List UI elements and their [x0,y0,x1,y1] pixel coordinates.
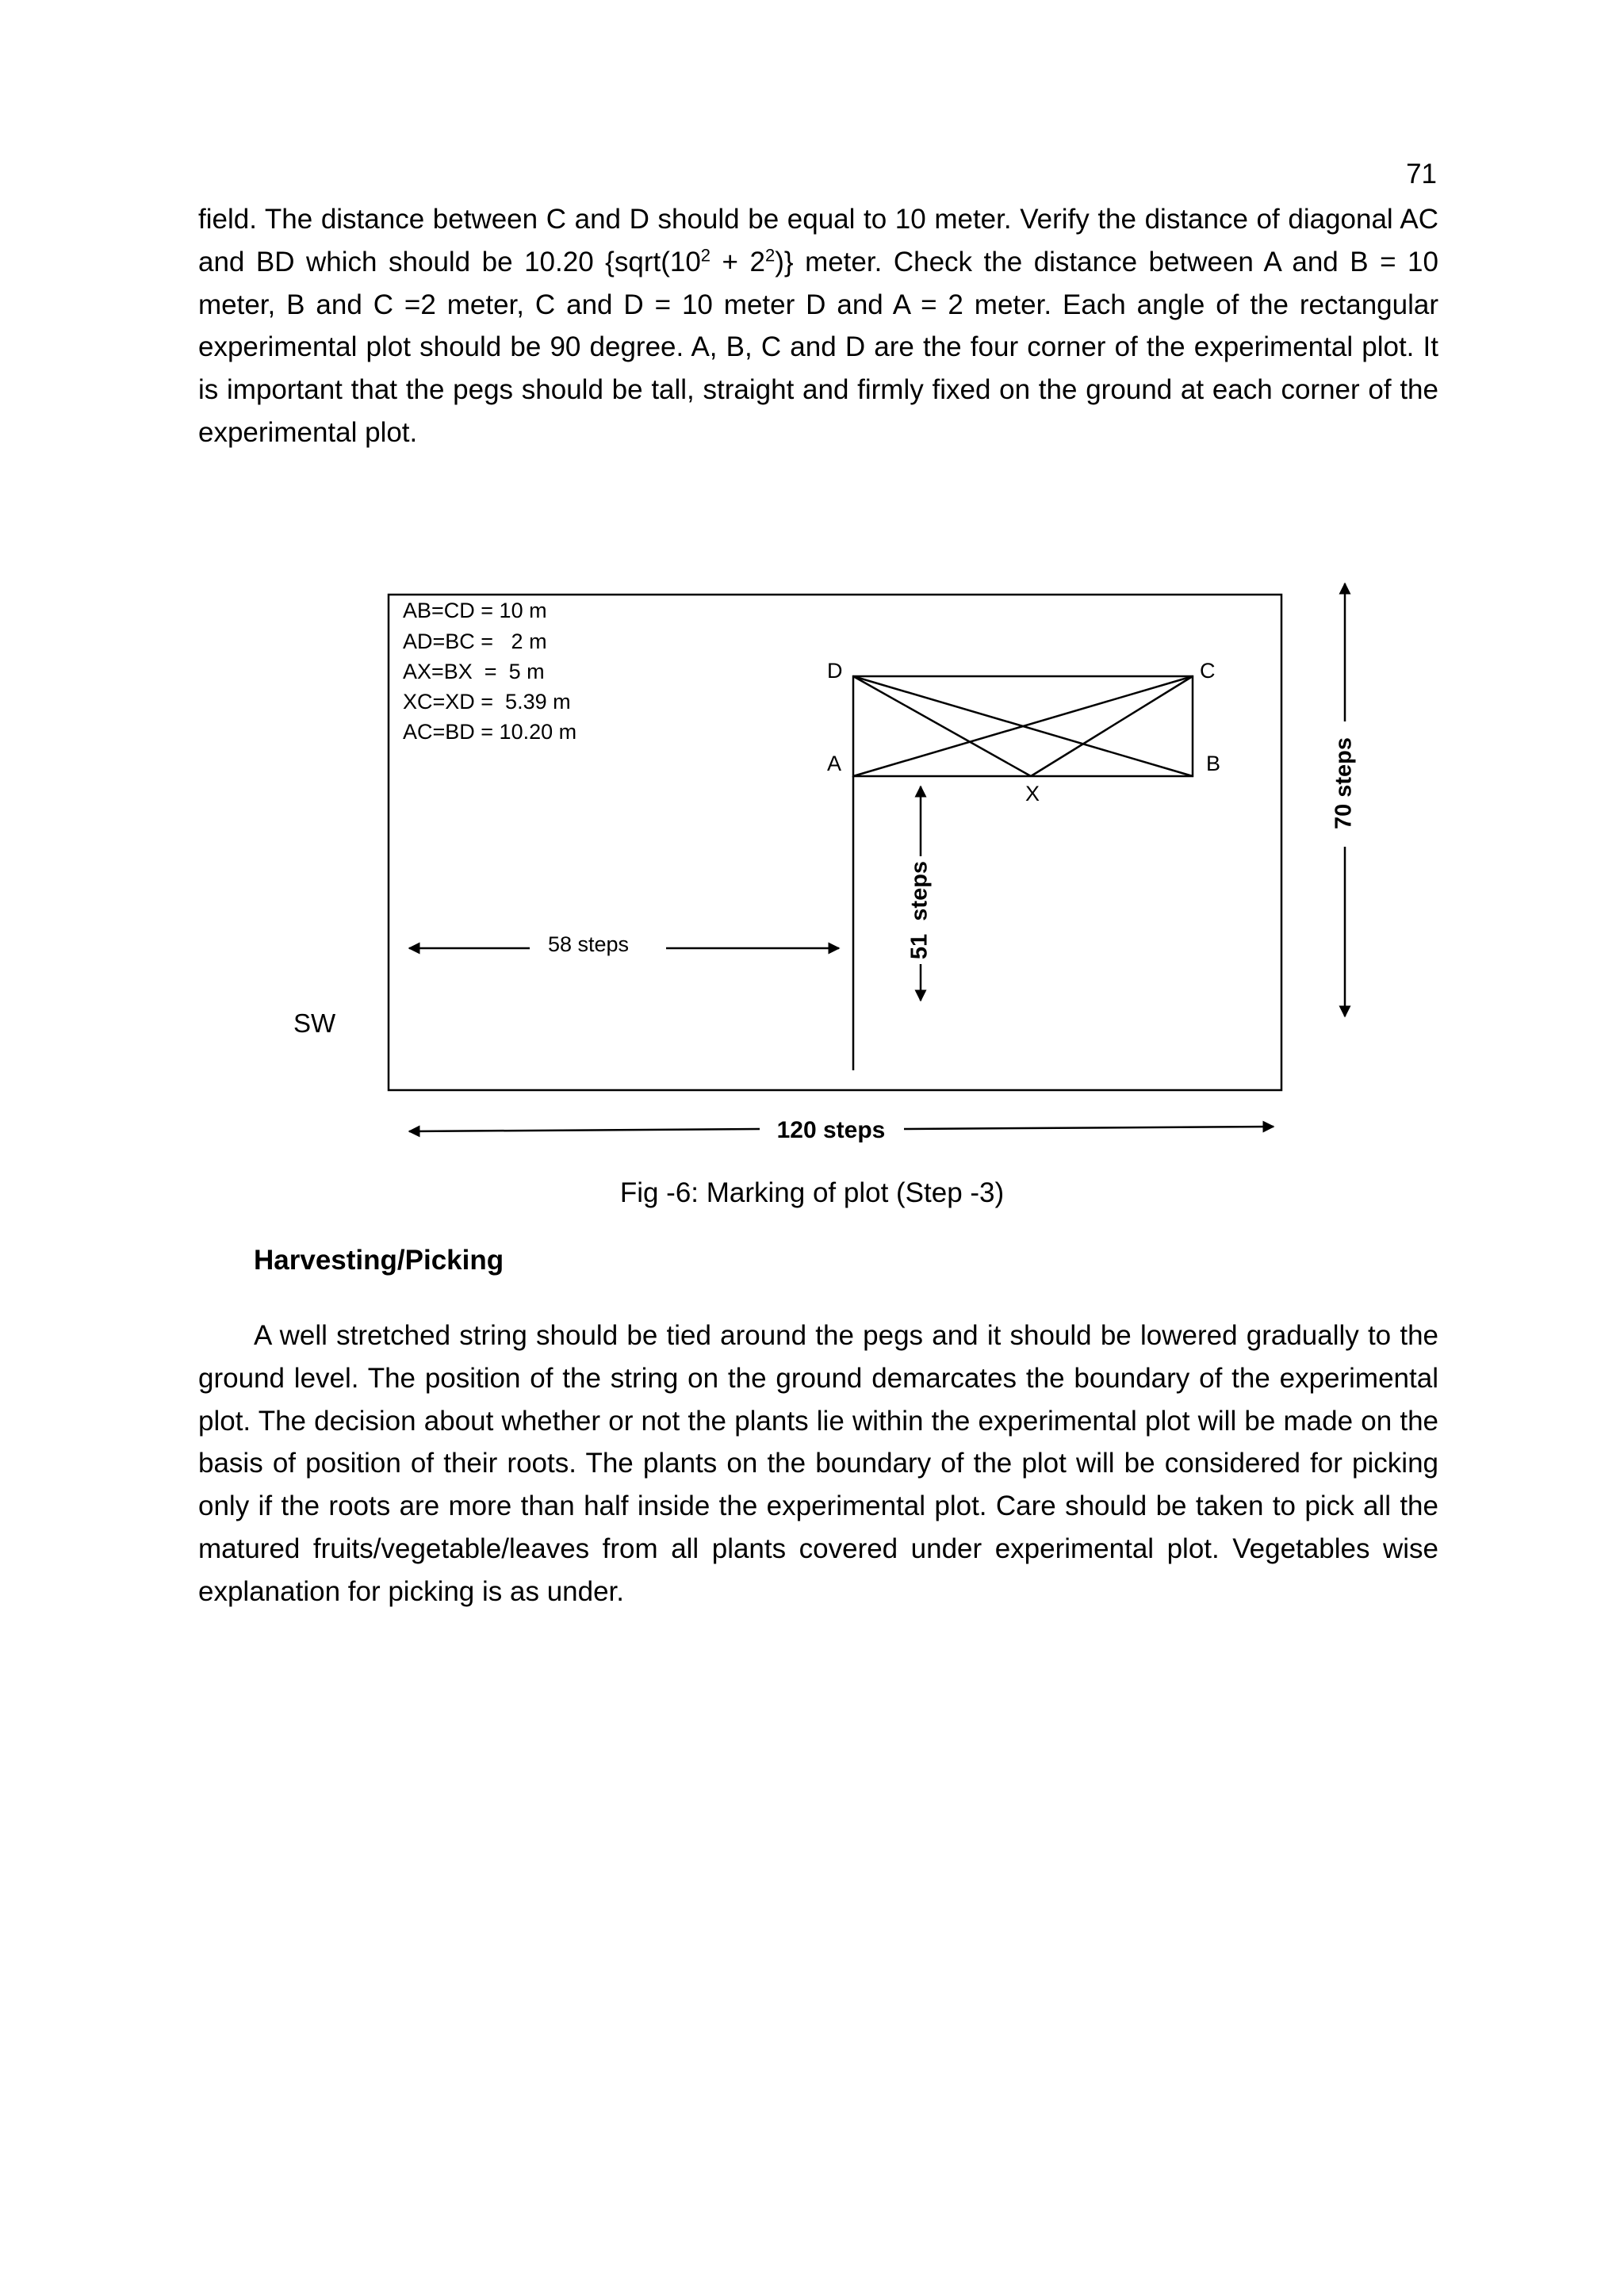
section-heading: Harvesting/Picking [254,1245,504,1276]
legend-line-5: AC=BD = 10.20 m [403,720,577,744]
dim-120-arrow-left [409,1129,760,1131]
plot-marking-diagram [0,555,1624,1143]
line-xc [1031,676,1193,776]
dim-120-arrow-right [904,1127,1274,1129]
legend-line-4: XC=XD = 5.39 m [403,690,571,714]
dim-58-label: 58 steps [547,932,630,956]
paragraph-1-part-3: )} meter. Check the distance between A and B = 10 meter, B and C =2 meter, C and D = 10 meter D and A = 2 meter. Each angle of the rectangular experimental plot should be 90 degree. A, B, C and D are the four corner of the experimental plot. It is important that the pegs should be tall, straight and firmly fixed on the ground at each corner of the experimental plot. [198,246,1438,448]
line-xd [853,676,1031,776]
paragraph-1-part-2: + 2 [710,246,765,277]
superscript-2: 2 [764,245,776,266]
corner-label-x: X [1025,782,1040,806]
body-paragraph-1 [198,198,1438,454]
paragraph-1-part-1: field. The distance between C and D should be equal to 10 meter. Verify the distance of diagonal AC and BD which should be 10.20 {sqrt(10 [198,204,1438,277]
legend-line-1: AB=CD = 10 m [403,599,547,622]
dim-120-label: 120 steps [776,1117,886,1143]
body-paragraph-2: A well stretched string should be tied around the pegs and it should be lowered gradually to the ground level. The position of the string on the ground demarcates the boundary of the experimental plot. The decision about whether or not the plants lie within the experimental plot will be made on the basis of position of their roots. The plants on the boundary of the plot will be considered for picking only if the roots are more than half inside the experimental plot. Care should be taken to pick all the matured fruits/vegetable/leaves from all plants covered under experimental plot. Vegetables wise explanation for picking is as under. [198,1320,1438,1607]
superscript-1: 2 [700,245,711,266]
legend-line-3: AX=BX = 5 m [403,660,545,683]
figure-caption: Fig -6: Marking of plot (Step -3) [619,1177,1005,1208]
dim-51-label: 51 steps [906,860,933,960]
corner-label-a: A [827,752,842,775]
legend-line-2: AD=BC = 2 m [403,629,547,653]
dim-70-label: 70 steps [1331,737,1357,830]
corner-label-d: D [827,659,843,683]
side-label-sw: SW [293,1008,336,1038]
corner-label-b: B [1206,752,1221,775]
page-number: 71 [1406,159,1437,189]
corner-label-c: C [1200,659,1216,683]
